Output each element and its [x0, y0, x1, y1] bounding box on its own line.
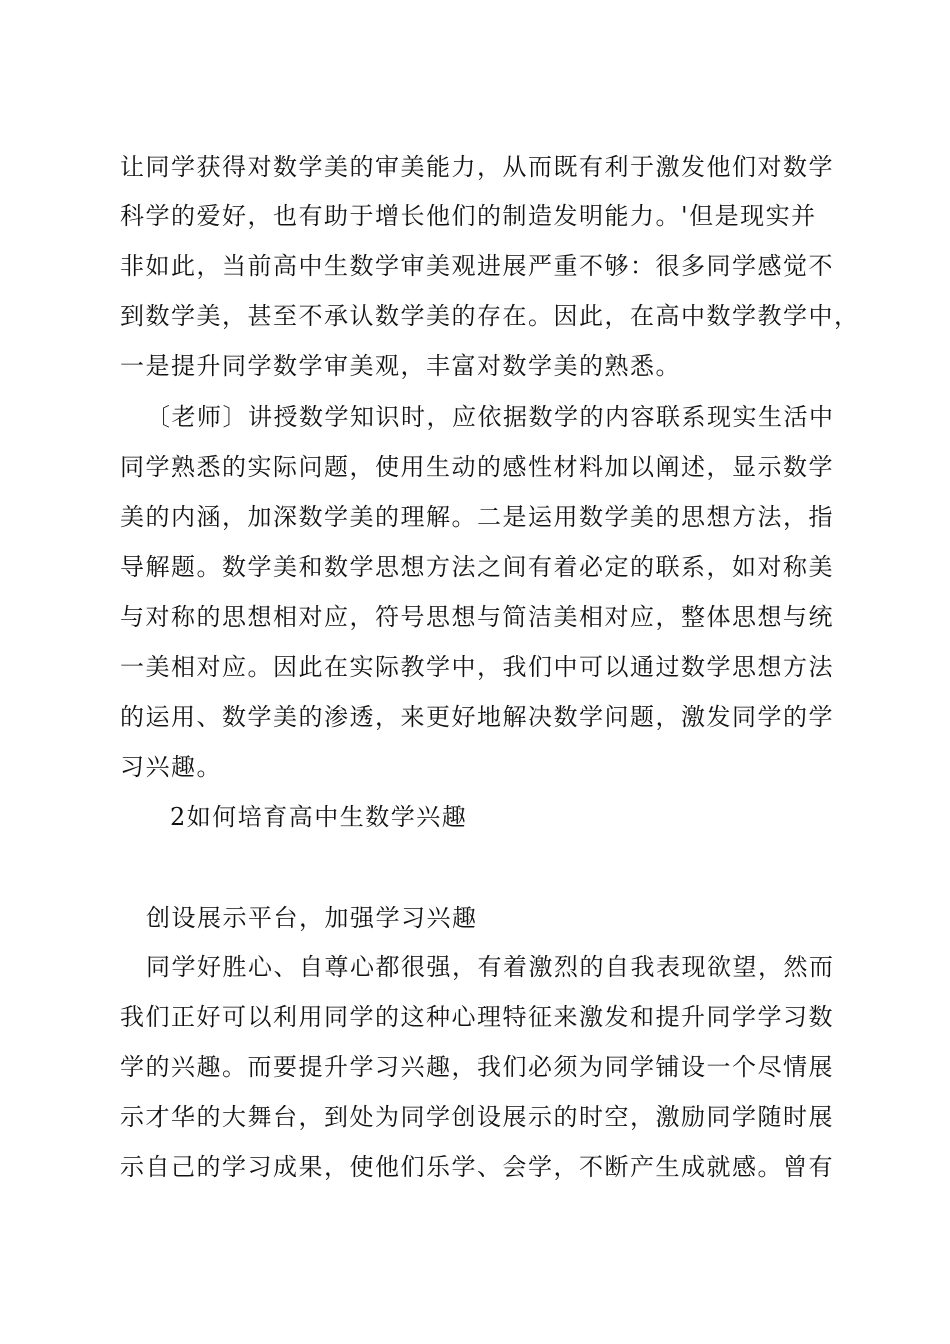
text-line: 到数学美，甚至不承认数学美的存在。因此，在高中数学教学中，	[120, 302, 860, 330]
text-line: 学的兴趣。而要提升学习兴趣，我们必须为同学铺设一个尽情展	[120, 1053, 834, 1081]
text-line: 一美相对应。因此在实际教学中，我们中可以通过数学思想方法	[120, 653, 834, 681]
text-line: 习兴趣。	[120, 753, 222, 781]
text-line: 一是提升同学数学审美观，丰富对数学美的熟悉。	[120, 352, 681, 380]
text-line: 同学好胜心、自尊心都很强，有着激烈的自我表现欲望，然而	[146, 953, 835, 981]
text-line: 同学熟悉的实际问题，使用生动的感性材料加以阐述，显示数学	[120, 453, 834, 481]
text-line: 让同学获得对数学美的审美能力，从而既有利于激发他们对数学	[120, 153, 834, 181]
text-line: 导解题。数学美和数学思想方法之间有着必定的联系，如对称美	[120, 553, 834, 581]
section-heading: 2如何培育高中生数学兴趣	[170, 803, 468, 831]
text-line: 我们正好可以利用同学的这种心理特征来激发和提升同学学习数	[120, 1003, 834, 1031]
text-line: 示才华的大舞台，到处为同学创设展示的时空，激励同学随时展	[120, 1103, 834, 1131]
text-line: 非如此，当前高中生数学审美观进展严重不够：很多同学感觉不	[120, 252, 834, 280]
text-line: 科学的爱好，也有助于增长他们的制造发明能力。'但是现实并	[120, 202, 817, 230]
subsection-heading: 创设展示平台，加强学习兴趣	[146, 904, 478, 932]
text-line: 与对称的思想相对应，符号思想与简洁美相对应，整体思想与统	[120, 603, 834, 631]
text-line: 美的内涵，加深数学美的理解。二是运用数学美的思想方法，指	[120, 503, 834, 531]
text-line: 示自己的学习成果，使他们乐学、会学，不断产生成就感。曾有	[120, 1153, 834, 1181]
text-line: 〔老师〕讲授数学知识时，应依据数学的内容联系现实生活中	[146, 403, 835, 431]
text-line: 的运用、数学美的渗透，来更好地解决数学问题，激发同学的学	[120, 703, 834, 731]
